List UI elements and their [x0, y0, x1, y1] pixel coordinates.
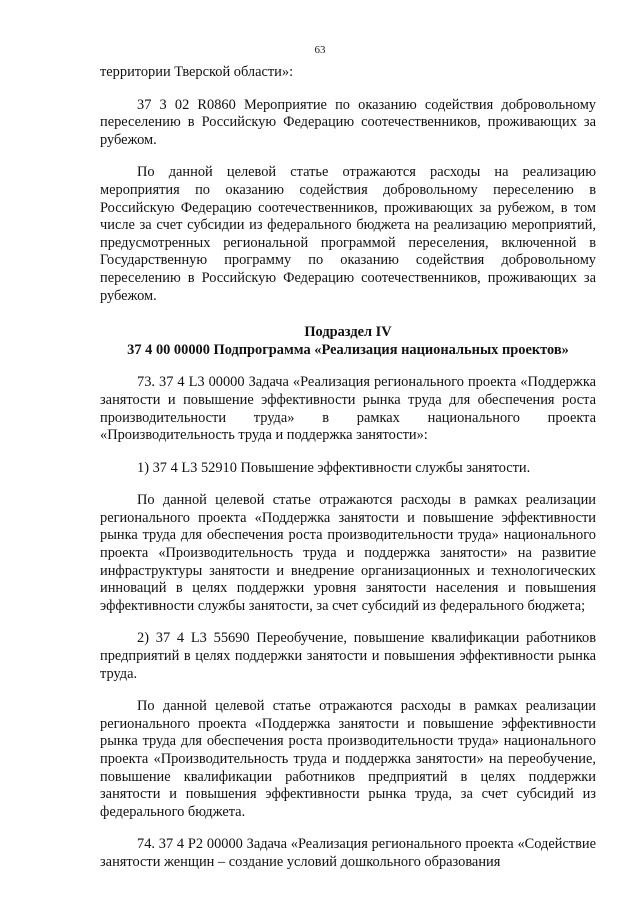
paragraph-article-r0860-description: По данной целевой статье отражаются расходы на реализацию мероприятия по оказанию содействия добровольному переселению в Российскую Федерацию соотечественников, проживающих за рубежом, в том числе за счет субсидии из федерального бюджета на реализацию мероприятий, предусмотренных региональной программой переселения, включенной в Государственную программу по оказанию содействия добровольному переселению в Российскую Федерацию соотечественников, проживающих за рубежом. — [100, 164, 596, 304]
paragraph-item-2-description: По данной целевой статье отражаются расходы в рамках реализации регионального проекта «Поддержка занятости и повышение эффективности рынка труда для обеспечения роста производительности труда» национального проекта «Производительность труда и поддержка занятости» на переобучение, повышение квалификации работников предприятий в целях поддержки занятости и повышения эффективности рынка труда, за счет субсидий из федерального бюджета. — [100, 698, 596, 820]
page-number: 63 — [314, 44, 326, 56]
section-heading: Подраздел IV — [304, 324, 392, 341]
paragraph-task-74: 74. 37 4 P2 00000 Задача «Реализация регионального проекта «Содействие занятости женщин – создание условий дошкольного образования — [100, 836, 596, 870]
paragraph-continuation: территории Тверской области»: — [100, 64, 294, 80]
paragraph-article-r0860: 37 3 02 R0860 Мероприятие по оказанию содействия добровольному переселению в Российскую Федерацию соотечественников, проживающих за рубежом. — [100, 96, 596, 148]
subprogram-heading: 37 4 00 00000 Подпрограмма «Реализация национальных проектов» — [127, 341, 569, 358]
document-body — [100, 64, 596, 872]
paragraph-item-1-description: По данной целевой статье отражаются расходы в рамках реализации регионального проекта «Поддержка занятости и повышение эффективности рынка труда для обеспечения роста производительности труда» национального проекта «Производительность труда и поддержка занятости» на развитие инфраструктуры занятости и внедрение организационных и технологических инноваций в целях поддержки уровня занятости населения и повышения эффективности службы занятости, за счет субсидий из федерального бюджета; — [100, 492, 596, 614]
paragraph-task-73: 73. 37 4 L3 00000 Задача «Реализация регионального проекта «Поддержка занятости и повышение эффективности рынка труда для обеспечения роста производительности труда» в рамках национального проекта «Производительность труда и поддержка занятости»: — [100, 374, 596, 444]
paragraph-item-1: 1) 37 4 L3 52910 Повышение эффективности службы занятости. — [137, 459, 531, 476]
paragraph-item-2: 2) 37 4 L3 55690 Переобучение, повышение квалификации работников предприятий в целях поддержки занятости и повышения эффективности рынка труда. — [100, 630, 596, 682]
